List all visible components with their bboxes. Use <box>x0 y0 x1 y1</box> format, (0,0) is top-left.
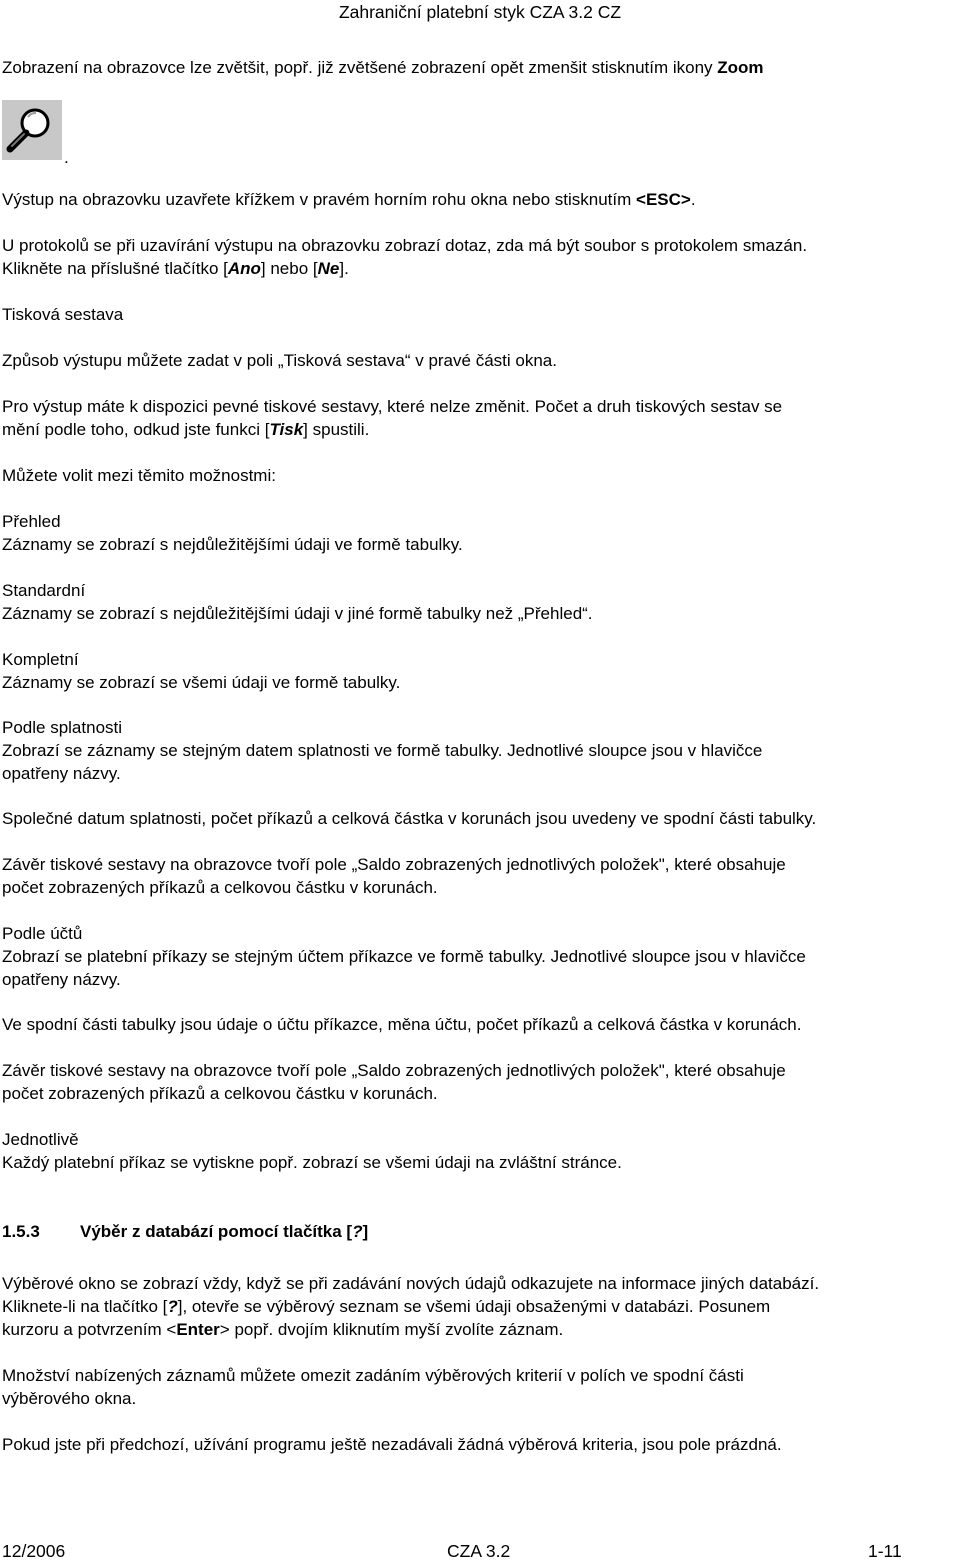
footer-page-number: 1-11 <box>868 1541 902 1561</box>
option-desc: Záznamy se zobrazí s nejdůležitějšími údaji v jiné formě tabulky než „Přehled“. <box>2 604 593 623</box>
option-title: Jednotlivě <box>2 1130 79 1149</box>
protocol-line-1: U protokolů se při uzavírání výstupu na obrazovku zobrazí dotaz, zda má být soubor s protokolem smazán. <box>2 236 808 255</box>
tisk-label: Tisk <box>269 420 304 439</box>
section-heading: 1.5.3 Výběr z databází pomocí tlačítka [?] <box>2 1220 368 1244</box>
page-footer <box>2 1540 958 1562</box>
limit-paragraph: Množství nabízených záznamů můžete omezit zadáním výběrových kriterií v polích ve spodní části výběrového okna. <box>2 1366 744 1408</box>
fixed-paragraph: Pro výstup máte k dispozici pevné tiskové sestavy, které nelze změnit. Počet a druh tiskových sestav se mění podle toho, odkud jste funkci [Tisk] spustili. <box>2 397 783 439</box>
option-desc: Záznamy se zobrazí se všemi údaji ve formě tabulky. <box>2 673 401 692</box>
option-title: Kompletní <box>2 650 79 669</box>
option-ucty: Podle účtů Zobrazí se platební příkazy se stejným účtem příkazce ve formě tabulky. Jednotlivé sloupce jsou v hlavičce opatřeny názvy. <box>2 924 806 989</box>
section-number: 1.5.3 <box>2 1222 40 1241</box>
ano-label: Ano <box>227 259 261 278</box>
option-desc: Záznamy se zobrazí s nejdůležitějšími údaji ve formě tabulky. <box>2 535 463 554</box>
option-prehled <box>2 510 960 556</box>
zoom-text: Zobrazení na obrazovce lze zvětšit, popř. již zvětšené zobrazení opět zmenšit stisknutím ikony <box>2 58 718 77</box>
zoom-paragraph <box>2 56 960 79</box>
select-window-paragraph: Výběrové okno se zobrazí vždy, když se při zadávání nových údajů odkazujete na informace jiných databází. Kliknete-li na tlačítko [?], otevře se výběrový seznam se všemi údaji obsaženými v databázi. Posunem kurzoru a potvrzením <Enter> popř. dvojím kliknutím myší zvolíte záznam. <box>2 1274 820 1339</box>
option-desc: Každý platební příkaz se vytiskne popř. zobrazí se všemi údaji na zvláštní stránce. <box>2 1153 622 1172</box>
option-title: Podle účtů <box>2 924 83 943</box>
zoom-label: Zoom <box>717 58 764 77</box>
option-standard <box>2 579 960 625</box>
empty-criteria-paragraph: Pokud jste při předchozí, užívání programu ještě nezadávali žádná výběrová kriteria, jsou pole prázdná. <box>2 1435 782 1454</box>
splatnost-summary: Závěr tiskové sestavy na obrazovce tvoří pole „Saldo zobrazených jednotlivých položek", které obsahuje počet zobrazených příkazů a celkovou částku v korunách. <box>2 855 786 897</box>
ucty-summary: Závěr tiskové sestavy na obrazovce tvoří pole „Saldo zobrazených jednotlivých položek", které obsahuje počet zobrazených příkazů a celkovou částku v korunách. <box>2 1061 786 1103</box>
print-intro: Způsob výstupu můžete zadat v poli „Tisková sestava“ v pravé části okna. <box>2 351 557 370</box>
option-jednotlive <box>2 1128 960 1174</box>
esc-key: <ESC> <box>636 190 691 209</box>
page-header: Zahraniční platební styk CZA 3.2 CZ <box>338 2 622 22</box>
option-title: Standardní <box>2 581 86 600</box>
zoom-dot: . <box>64 148 69 167</box>
options-intro: Můžete volit mezi těmito možnostmi: <box>2 466 276 485</box>
enter-key: Enter <box>176 1320 220 1339</box>
magnifier-icon <box>2 100 62 160</box>
option-title: Podle splatnosti <box>2 718 123 737</box>
esc-text: Výstup na obrazovku uzavřete křížkem v pravém horním rohu okna nebo stisknutím <box>2 190 637 209</box>
ne-label: Ne <box>317 259 340 278</box>
footer-version: CZA 3.2 <box>447 1541 511 1561</box>
footer-date: 12/2006 <box>2 1541 66 1561</box>
protocol-paragraph: U protokolů se při uzavírání výstupu na obrazovku zobrazí dotaz, zda má být soubor s protokolem smazán. Klikněte na příslušné tlačítko [Ano] nebo [Ne]. <box>2 236 808 278</box>
splatnost-common: Společné datum splatnosti, počet příkazů a celková částka v korunách jsou uvedeny ve spodní části tabulky. <box>2 809 817 828</box>
esc-paragraph: Výstup na obrazovku uzavřete křížkem v pravém horním rohu okna nebo stisknutím <ESC>. <box>2 190 696 209</box>
option-splatnost: Podle splatnosti Zobrazí se záznamy se stejným datem splatnosti ve formě tabulky. Jednotlivé sloupce jsou v hlavičce opatřeny názvy. <box>2 718 763 783</box>
print-title: Tisková sestava <box>2 305 124 324</box>
option-kompletni <box>2 648 960 694</box>
ucty-common: Ve spodní části tabulky jsou údaje o účtu příkazce, měna účtu, počet příkazů a celková částka v korunách. <box>2 1015 802 1034</box>
option-title: Přehled <box>2 512 61 531</box>
